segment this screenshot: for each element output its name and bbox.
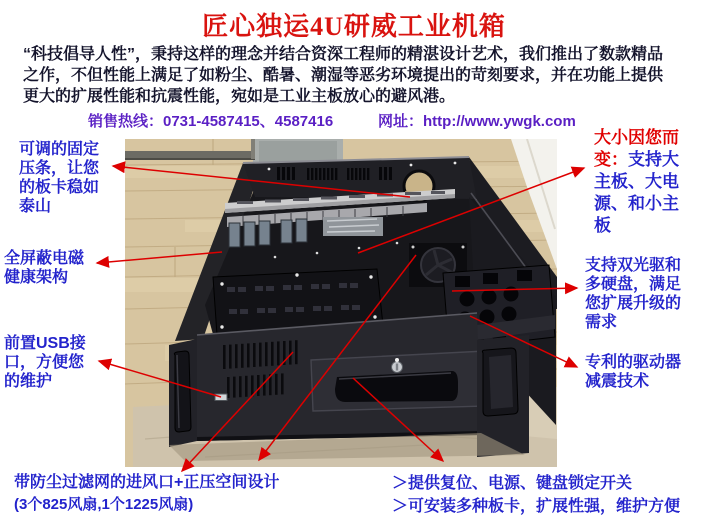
website (378, 110, 576, 131)
usb-port (215, 394, 227, 401)
callout-board-size (594, 127, 684, 237)
callout-emi-shield: 全屏蔽电磁健康架构 (4, 250, 85, 286)
callout-board-size-red: 大小因您而变： (594, 128, 679, 169)
callout-switches-slots (392, 472, 708, 518)
callout-air-intake-line2: (3个825风扇,1个1225风扇) (14, 496, 194, 513)
callout-holddown-bar: 可调的固定压条，让您的板卡稳如泰山 (19, 141, 100, 215)
front-door (311, 351, 487, 411)
io-shield (323, 217, 383, 236)
callout-slots-line: ＞可安装多种板卡，扩展性强，维护方便 (392, 498, 681, 515)
callout-switches-line: ＞提供复位、电源、键盘锁定开关 (392, 475, 633, 492)
rack-handle-left (169, 339, 197, 447)
page-title: 匠心独运4U研威工业机箱 (202, 12, 506, 41)
callout-air-intake-line1: 带防尘过滤网的进风口+正压空间设计 (14, 474, 280, 491)
callout-front-usb: 前置USB接口，方便您的维护 (4, 335, 86, 390)
intro-line-1: “科技倡导人性”，秉持这样的理念并结合资深工程师的精湛设计艺术，我们推出了数款精品 (23, 46, 664, 63)
sales-hotline: 销售热线：0731-4587415、4587416 (88, 113, 334, 130)
intro-line-2: 之作，不但性能上满足了如粉尘、酷暑、潮湿等恶劣环境提出的苛刻要求，并在功能上提供 (23, 67, 664, 84)
callout-air-intake (14, 472, 394, 516)
callout-board-size-blue: 支持大主板、大电源、和小主板 (594, 150, 679, 235)
intro-line-3: 更大的扩展性能和抗震性能，宛如是工业主板放心的避风港。 (23, 88, 456, 105)
intro-paragraph (23, 44, 699, 107)
website-label: 网址： (378, 113, 424, 130)
website-url: http://www.ywgk.com (423, 113, 576, 130)
callout-shock-absorb: 专利的驱动器减震技术 (585, 354, 682, 390)
product-photo (125, 139, 557, 467)
callout-drive-bays: 支持双光驱和多硬盘，满足您扩展升级的需求 (585, 257, 682, 331)
